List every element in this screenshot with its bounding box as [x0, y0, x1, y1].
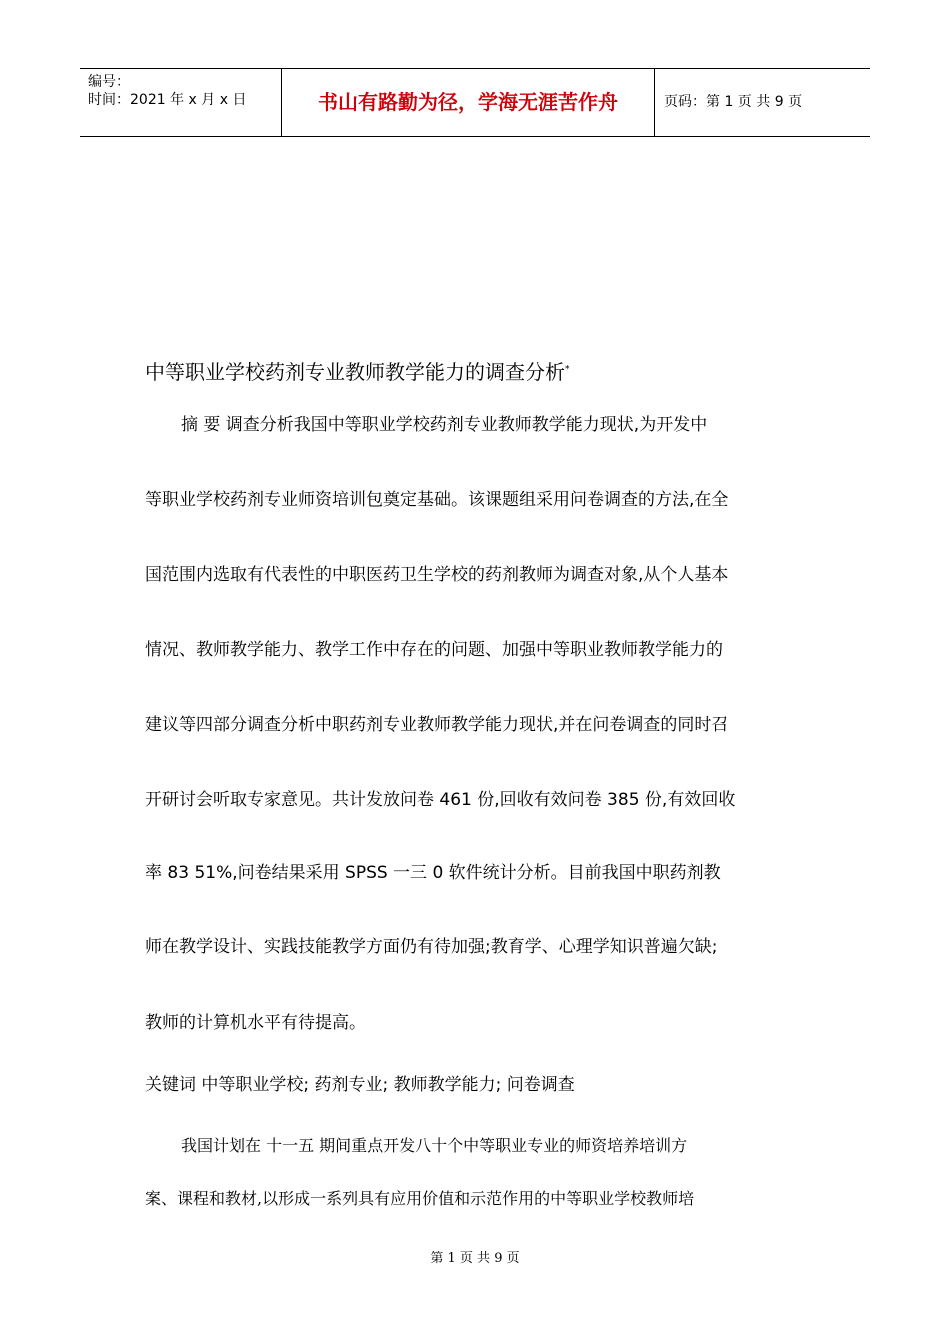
abstract-line: 教师的计算机水平有待提高。: [145, 1013, 366, 1033]
abstract-line: 摘 要 调查分析我国中等职业学校药剂专业教师教学能力现状,为开发中: [181, 415, 708, 435]
header-page-info: 页码：第 1 页 共 9 页: [664, 94, 803, 110]
title-footnote-mark: *: [565, 364, 570, 375]
page-header: [80, 68, 870, 137]
abstract-line: 建议等四部分调查分析中职药剂专业教师教学能力现状,并在问卷调查的同时召: [145, 715, 729, 735]
header-divider: [654, 69, 655, 136]
header-motto: 书山有路勤为径，学海无涯苦作舟: [318, 90, 618, 114]
body-line: 我国计划在 十一五 期间重点开发八十个中等职业专业的师资培养培训方: [181, 1136, 688, 1155]
number-label: 编号：: [88, 74, 130, 90]
abstract-line: 率 83 51%,问卷结果采用 SPSS 一三 0 软件统计分析。目前我国中职药剂教: [145, 863, 721, 883]
keywords: 关键词 中等职业学校; 药剂专业; 教师教学能力; 问卷调查: [145, 1075, 575, 1095]
body-line: 案、课程和教材,以形成一系列具有应用价值和示范作用的中等职业学校教师培: [145, 1189, 695, 1208]
abstract-line: 情况、教师教学能力、教学工作中存在的问题、加强中等职业教师教学能力的: [145, 640, 723, 660]
header-meta: [88, 73, 246, 109]
abstract-line: 师在教学设计、实践技能教学方面仍有待加强;教育学、心理学知识普遍欠缺;: [145, 937, 718, 957]
document-title: [145, 356, 570, 385]
page-footer: 第 1 页 共 9 页: [430, 1251, 520, 1266]
abstract-line: 国范围内选取有代表性的中职医药卫生学校的药剂教师为调查对象,从个人基本: [145, 565, 729, 585]
title-text: 中等职业学校药剂专业教师教学能力的调查分析: [145, 360, 565, 384]
abstract-line: 等职业学校药剂专业师资培训包奠定基础。该课题组采用问卷调查的方法,在全: [145, 490, 729, 510]
date-label: 时间：2021 年 x 月 x 日: [88, 92, 247, 108]
abstract-line: 开研讨会听取专家意见。共计发放问卷 461 份,回收有效问卷 385 份,有效回收: [145, 790, 736, 810]
